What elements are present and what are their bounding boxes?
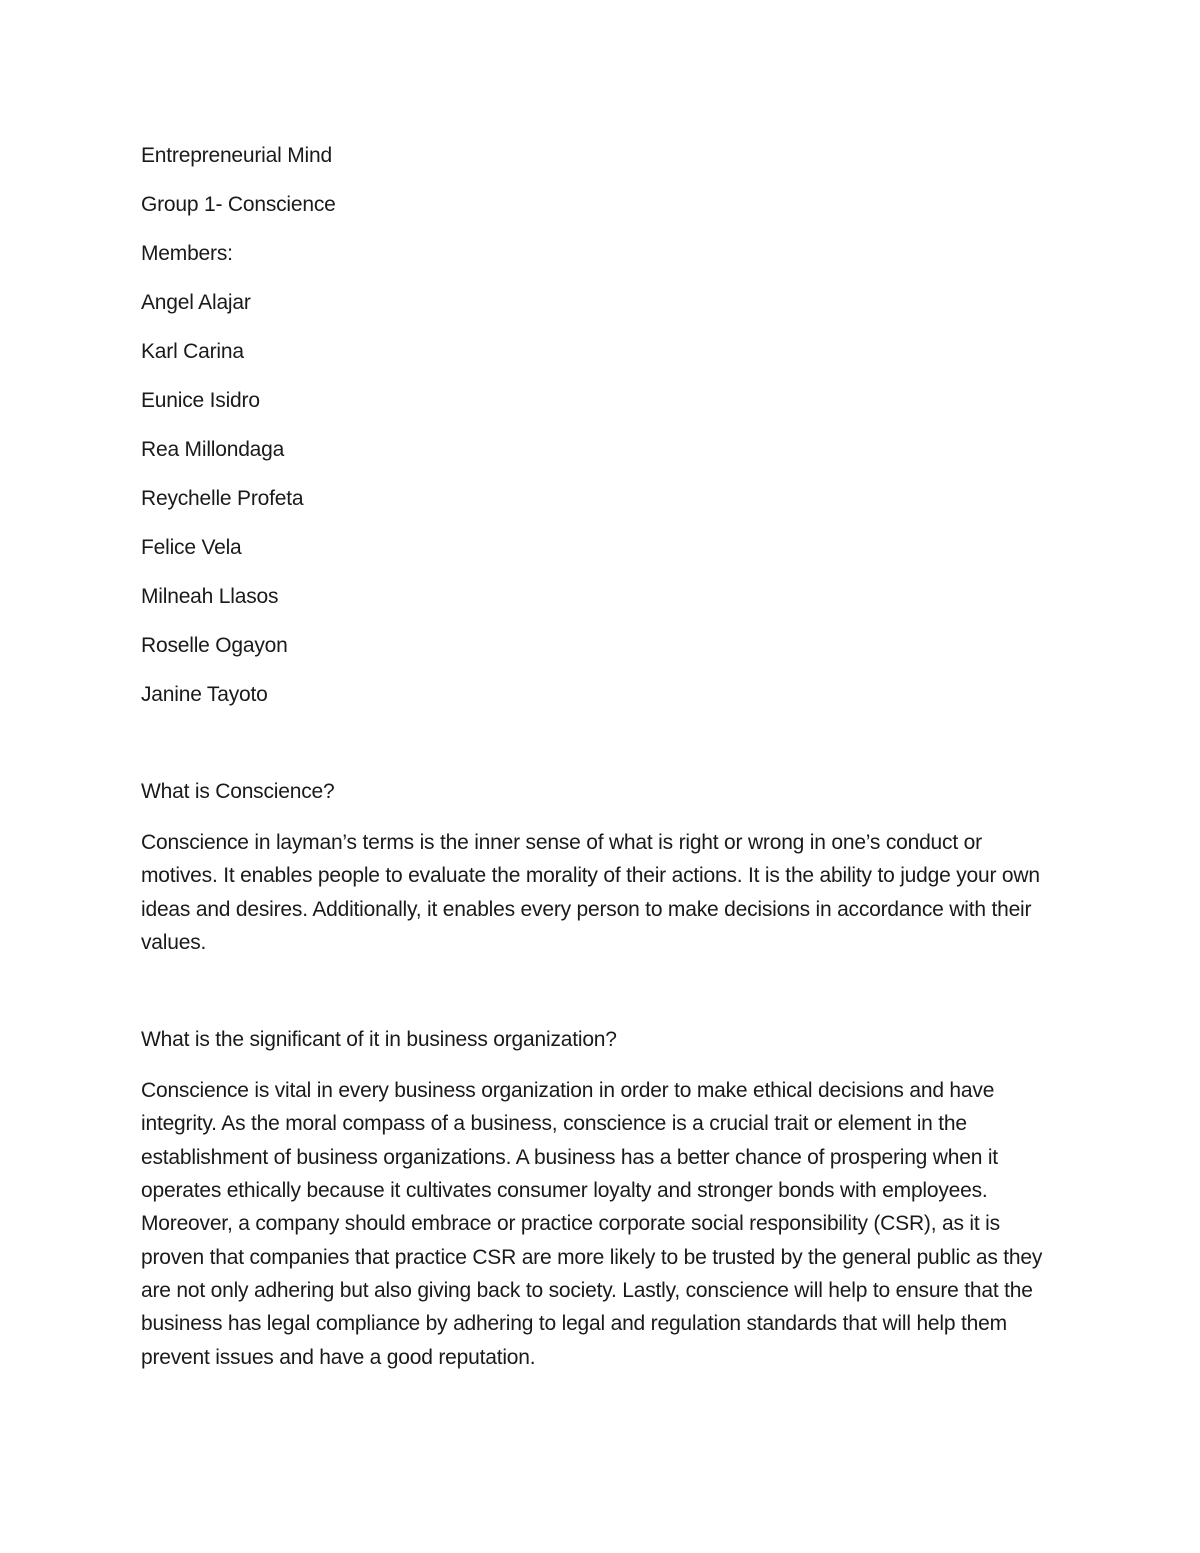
- member-name: Rea Millondaga: [141, 438, 285, 461]
- member-name: Janine Tayoto: [141, 683, 268, 706]
- member-name: Roselle Ogayon: [141, 634, 288, 657]
- member-name: Felice Vela: [141, 536, 242, 559]
- member-name: Milneah Llasos: [141, 585, 279, 608]
- members-list: [141, 287, 1056, 728]
- section-heading: What is the significant of it in business organization?: [141, 1028, 617, 1052]
- group-name: Group 1- Conscience: [141, 193, 336, 216]
- section-significance: [141, 1024, 1056, 1374]
- blank-line: [141, 728, 1056, 776]
- document-title: Entrepreneurial Mind: [141, 144, 332, 167]
- section-what-is-conscience: [141, 776, 1056, 959]
- member-name: Eunice Isidro: [141, 389, 260, 412]
- section-body: Conscience in layman’s terms is the inner sense of what is right or wrong in one’s conduct or motives. It enables people to evaluate the morality of their actions. It is the ability to judge your own ideas and desires. Additionally, it enables every person to make decisions in accordance with their values.: [141, 831, 1040, 954]
- document-content: [141, 140, 1056, 1374]
- member-name: Reychelle Profeta: [141, 487, 304, 510]
- blank-line: [141, 959, 1056, 1024]
- section-heading: What is Conscience?: [141, 780, 335, 803]
- members-label: Members:: [141, 242, 233, 265]
- member-name: Karl Carina: [141, 340, 244, 363]
- member-name: Angel Alajar: [141, 291, 251, 314]
- section-body: Conscience is vital in every business organization in order to make ethical decisions and have integrity. As the moral compass of a business, conscience is a crucial trait or element in the establishment of business organizations. A business has a better chance of prospering when it operates ethically because it cultivates consumer loyalty and stronger bonds with employees. Moreover, a company should embrace or practice corporate social responsibility (CSR), as it is proven that companies that practice CSR are more likely to be trusted by the general public as they are not only adhering but also giving back to society. Lastly, conscience will help to ensure that the business has legal compliance by adhering to legal and regulation standards that will help them prevent issues and have a good reputation.: [141, 1079, 1043, 1369]
